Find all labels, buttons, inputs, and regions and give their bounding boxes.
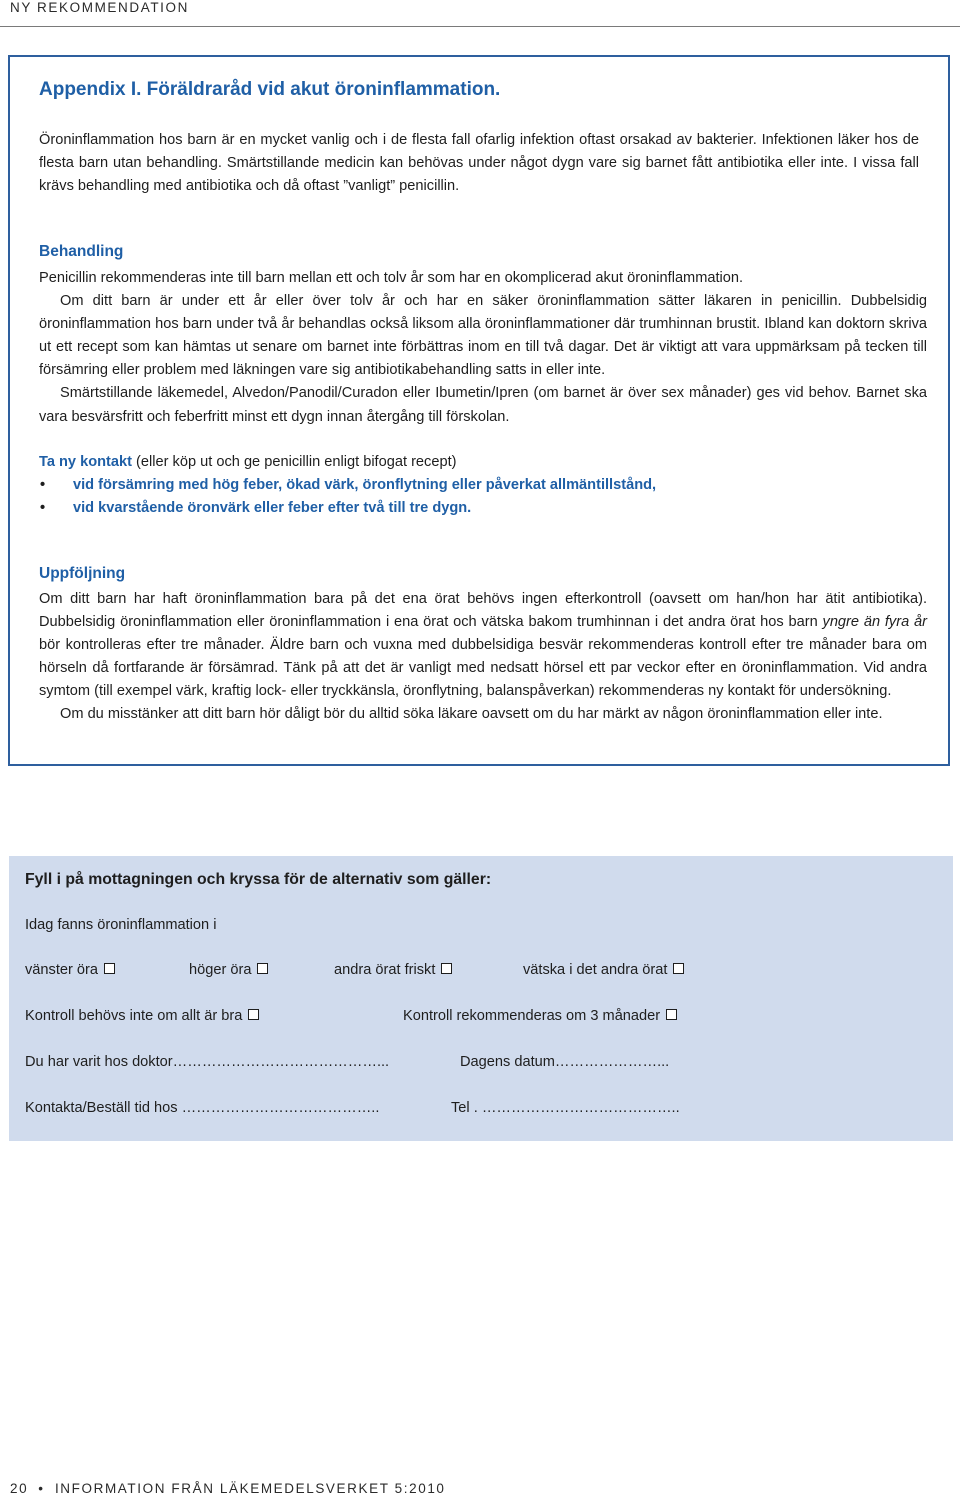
option-other-ear-healthy[interactable]: [334, 962, 452, 978]
followup-text-b: bör kontrolleras efter tre månader. Äldre barn och vuxna med dubbelsidiga besvär rekommenderas kontroll efter tre månader bara om hörseln då fortfarande är försämrad. Tänk på att det är vanligt med nedsatt hörsel ett par veckor efter en öroninflammation. Vid andra symtom (till exempel värk, kraftig lock- eller tryckkänsla, öronflytning, balanspåverkan) rekommenderas ny kontakt för undersökning.: [39, 637, 927, 700]
publication-name: INFORMATION FRÅN LÄKEMEDELSVERKET 5:2010: [54, 1481, 446, 1496]
contact-section: [39, 451, 927, 520]
checkbox[interactable]: [248, 1009, 259, 1020]
option-label: höger öra: [189, 962, 252, 978]
bullet-text: vid kvarstående öronvärk eller feber efter två till tre dygn.: [73, 500, 472, 517]
contact-clinic-field[interactable]: Kontakta/Beställ tid hos …………………………………..: [25, 1100, 380, 1116]
option-right-ear[interactable]: [189, 962, 268, 978]
contact-rest: (eller köp ut och ge penicillin enligt bifogat recept): [132, 454, 457, 470]
checkbox[interactable]: [673, 963, 684, 974]
header-divider: [0, 26, 960, 27]
today-label: Idag fanns öroninflammation i: [25, 917, 217, 933]
treatment-paragraph-2: Om ditt barn är under ett år eller över tolv år och har en säker öroninflammation sätter läkaren in penicillin. Dubbelsidig öroninflammation hos barn under två år behandlas också liksom alla öroninflammationer där trumhinnan brustit. Ibland kan doktorn skriva ut ett recept som kan hämtas ut senare om barnet inte förbättras inom en till två dagar. Det är viktigt att vara uppmärksam på tecken till försämring eller problem med läkningen vare sig antibiotikabehandling satts in eller inte.: [39, 293, 927, 379]
footer-separator: •: [38, 1481, 43, 1496]
treatment-section: [39, 267, 927, 429]
option-control-3-months[interactable]: [403, 1008, 677, 1024]
appendix-title: Appendix I. Föräldraråd vid akut öroninflammation.: [39, 79, 501, 100]
bullet-text: vid försämring med hög feber, ökad värk, öronflytning eller påverkat allmäntillstånd,: [73, 477, 657, 494]
list-item: [39, 474, 927, 497]
contact-line: [39, 451, 927, 474]
section-tag: NY REKOMMENDATION: [10, 0, 189, 15]
option-fluid-other-ear[interactable]: [523, 962, 684, 978]
bullet-dot: •: [40, 477, 46, 494]
treatment-paragraph-3: Smärtstillande läkemedel, Alvedon/Panodil/Curadon eller Ibumetin/Ipren (om barnet är över sex månader) ges vid behov. Barnet ska vara besvärsfritt och feberfritt minst ett dygn innan återgång till förskolan.: [39, 385, 927, 425]
followup-paragraph-2: Om du misstänker att ditt barn hör dåligt bör du alltid söka läkare oavsett om du har märkt av någon öroninflammation eller inte.: [60, 706, 883, 723]
checkbox[interactable]: [441, 963, 452, 974]
form-title: Fyll i på mottagningen och kryssa för de alternativ som gäller:: [25, 871, 492, 888]
page-footer: [10, 1481, 446, 1496]
contact-bullet-list: [39, 474, 927, 520]
option-label: Kontroll rekommenderas om 3 månader: [403, 1008, 661, 1024]
treatment-paragraph-1: Penicillin rekommenderas inte till barn mellan ett och tolv år som har en okomplicerad akut öroninflammation.: [39, 270, 744, 286]
doctor-field[interactable]: Du har varit hos doktor……………………………………...: [25, 1054, 390, 1070]
phone-field[interactable]: Tel . …………………………………..: [451, 1100, 680, 1116]
checkbox[interactable]: [104, 963, 115, 974]
followup-heading: Uppföljning: [39, 565, 126, 582]
page-number: 20: [10, 1481, 29, 1496]
followup-paragraph-1: [39, 588, 927, 703]
clinic-form-panel: [9, 856, 953, 1141]
option-label: vätska i det andra örat: [523, 962, 668, 978]
treatment-heading: Behandling: [39, 243, 124, 260]
followup-emphasis: yngre än fyra år: [822, 614, 927, 631]
checkbox[interactable]: [257, 963, 268, 974]
followup-section: [39, 588, 927, 727]
option-label: andra örat friskt: [334, 962, 436, 978]
option-left-ear[interactable]: [25, 962, 115, 978]
followup-text-a: Om ditt barn har haft öroninflammation bara på det ena örat behövs ingen efterkontroll (oavsett om han/hon har ätit antibiotika). Dubbelsidig öroninflammation eller öroninflammation i ena örat och vätska bakom trumhinnan i det andra örat hos barn: [39, 591, 927, 631]
option-label: vänster öra: [25, 962, 99, 978]
contact-lead: Ta ny kontakt: [39, 454, 132, 470]
appendix-box: [8, 55, 950, 766]
checkbox[interactable]: [666, 1009, 677, 1020]
list-item: [39, 497, 927, 520]
intro-paragraph: Öroninflammation hos barn är en mycket vanlig och i de flesta fall ofarlig infektion oftast orsakad av bakterier. Infektionen läker hos de flesta barn utan behandling. Smärtstillande medicin kan behövas under något dygn vare sig barnet fått antibiotika eller inte. I vissa fall krävs behandling med antibiotika och då oftast ”vanligt” penicillin.: [39, 132, 919, 195]
option-label: Kontroll behövs inte om allt är bra: [25, 1008, 243, 1024]
date-field[interactable]: Dagens datum…………………...: [460, 1054, 670, 1070]
option-no-control[interactable]: [25, 1008, 259, 1024]
bullet-dot: •: [40, 500, 46, 517]
